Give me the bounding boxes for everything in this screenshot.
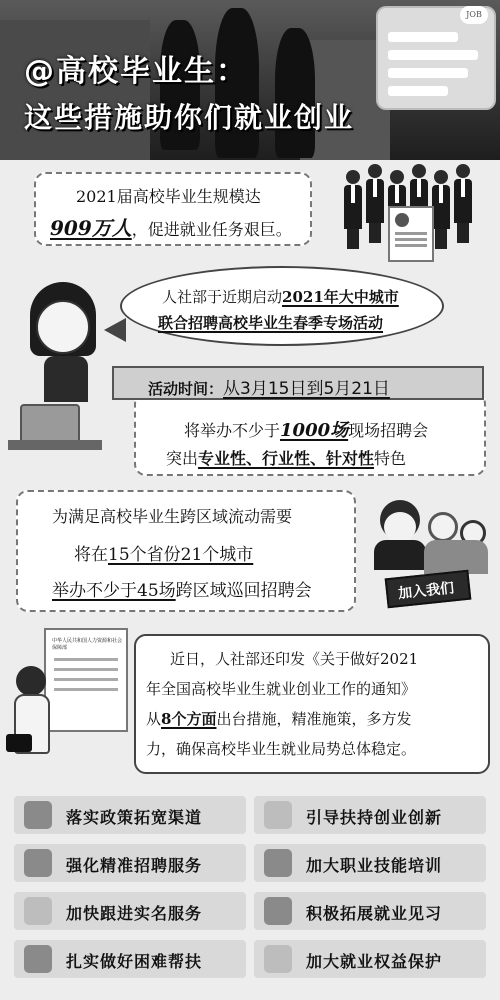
page-title-line1: @高校毕业生：	[24, 54, 248, 89]
activity-box	[134, 392, 486, 476]
person-figure	[344, 170, 362, 249]
measure-item	[14, 892, 246, 930]
job-fair-count: 1000场	[280, 420, 349, 441]
cross-region-box	[16, 490, 356, 612]
notice-document	[44, 628, 128, 732]
job-badge: JOB	[460, 6, 488, 24]
measure-item	[254, 796, 486, 834]
activity-line1-suffix: 现场招聘会	[348, 421, 429, 440]
measure-label: 积极拓展就业见习	[306, 904, 443, 923]
speech-prefix: 人社部于近期启动	[162, 288, 283, 306]
measure-label: 引导扶持创业创新	[306, 808, 443, 827]
scale-line2-rest: ，促进就业任务艰巨。	[131, 220, 292, 239]
phone-job-illustration	[376, 6, 496, 110]
region-scope: 15个省份21个城市	[108, 545, 254, 565]
notice-line3-suffix: 出台措施，精准施策，多方发	[216, 710, 412, 728]
hand-shield-icon	[264, 945, 292, 973]
measure-label: 加大就业权益保护	[306, 952, 443, 971]
measure-item	[14, 796, 246, 834]
measure-item	[14, 940, 246, 978]
measure-item	[254, 940, 486, 978]
speech-highlight-1: 2021年大中城市	[282, 288, 399, 306]
notice-box	[134, 634, 490, 774]
scale-line2	[50, 212, 292, 241]
measure-item	[254, 844, 486, 882]
lightbulb-icon	[264, 801, 292, 829]
graduate-count: 909万人	[50, 216, 132, 240]
briefcase-icon	[6, 734, 32, 752]
person-figure	[454, 164, 472, 243]
speech-tail	[104, 318, 126, 342]
notice-document-header: 中华人民共和国人力资源和社会保障部	[52, 638, 123, 651]
measure-label: 扎实做好困难帮扶	[66, 952, 203, 971]
cross-region-line2-prefix: 将在	[74, 545, 108, 565]
measure-label: 加快跟进实名服务	[66, 904, 203, 923]
activity-line2-suffix: 特色	[374, 449, 407, 468]
cross-region-line1: 为满足高校毕业生跨区域流动需要	[52, 507, 293, 526]
helping-hand-icon	[24, 945, 52, 973]
measure-item	[14, 844, 246, 882]
activity-line1	[184, 416, 428, 442]
notice-line3	[146, 708, 411, 729]
activity-line2	[166, 446, 406, 469]
measure-item	[254, 892, 486, 930]
speech-line2: 联合招聘高校毕业生春季专场活动	[158, 314, 384, 332]
graduate-scale-box	[34, 172, 312, 246]
resume-icon	[388, 206, 434, 262]
activity-period: 从3月15日到5月21日	[223, 379, 390, 399]
page-title-line2: 这些措施助你们就业创业	[24, 101, 355, 134]
cross-region-line2	[74, 540, 253, 565]
measure-label: 强化精准招聘服务	[66, 856, 203, 875]
building-shape	[0, 20, 150, 160]
activity-time-row	[148, 374, 390, 399]
activity-line1-prefix: 将举办不少于	[184, 421, 281, 440]
header-banner	[0, 0, 500, 160]
person-figure	[366, 164, 384, 243]
join-us-label: 加入我们	[397, 580, 455, 603]
cross-region-line3	[52, 576, 312, 601]
scale-line1: 2021届高校毕业生规模达	[76, 187, 261, 206]
activity-time-label: 活动时间：	[148, 380, 224, 398]
teacher-board-icon	[264, 849, 292, 877]
tour-fair-count: 举办不少于45场	[52, 581, 176, 601]
notice-line4: 力，确保高校毕业生就业局势总体稳定。	[146, 740, 417, 758]
join-us-sign	[385, 570, 472, 609]
measure-count: 8个方面	[161, 710, 217, 728]
measure-label: 落实政策拓宽渠道	[66, 808, 203, 827]
id-card-icon	[24, 897, 52, 925]
graduate-silhouette	[275, 28, 315, 158]
notice-line3-prefix: 从	[146, 710, 162, 728]
notice-line2: 年全国高校毕业生就业创业工作的通知》	[146, 680, 417, 698]
cross-region-line3-suffix: 跨区域巡回招聘会	[175, 581, 312, 601]
recruiter-icon	[24, 849, 52, 877]
measure-label: 加大职业技能培训	[306, 856, 443, 875]
activity-time-ribbon	[112, 366, 484, 400]
checklist-icon	[24, 801, 52, 829]
activity-features: 专业性、行业性、针对性	[198, 449, 375, 468]
computer-desk-icon	[264, 897, 292, 925]
speech-line1	[162, 286, 399, 307]
person-figure	[432, 170, 450, 249]
speech-bubble	[120, 266, 444, 346]
notice-line1: 近日，人社部还印发《关于做好2021	[170, 650, 419, 668]
activity-line2-prefix: 突出	[166, 449, 199, 468]
